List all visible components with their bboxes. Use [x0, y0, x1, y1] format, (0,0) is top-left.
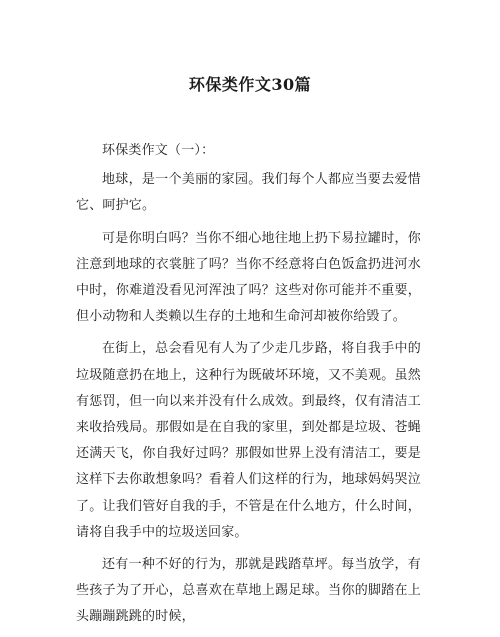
section-heading: 环保类作文（一）：: [102, 143, 215, 158]
paragraph-3: 在街上，总会看见有人为了少走几步路，将自我手中的垃圾随意扔在地上，这种行为既破坏环境，又不美观。虽然有惩罚，但一向以来并没有什么成效。到最终，仅有清洁工来收拾残局。那假如是在自我的家里，到处都是垃圾、苍蝇还满天飞，你自我好过吗？那假如世界上没有清洁工，要是这样下去你敢想象吗？看着人们这样的行为，地球妈妈哭泣了。让我们管好自我的手，不管是在什么地方，什么时间，请将自我手中的垃圾送回家。: [76, 341, 421, 540]
document-body: [76, 138, 421, 637]
paragraph-2: 可是你明白吗？当你不细心地往地上扔下易拉罐时，你注意到地球的衣裳脏了吗？当你不经意将白色饭盒扔进河水中时，你难道没看见河浑浊了吗？这些对你可能并不重要，但小动物和人类赖以生存的土地和生命河却被你给毁了。: [76, 230, 421, 325]
paragraph-4: 还有一种不好的行为，那就是践踏草坪。每当放学，有些孩子为了开心，总喜欢在草地上踢足球。当你的脚踏在上头蹦蹦跳跳的时候，: [76, 557, 421, 625]
paragraph-1: 地球，是一个美丽的家园。我们每个人都应当要去爱惜它、呵护它。: [76, 172, 421, 214]
document-title: 环保类作文30篇: [188, 75, 312, 94]
